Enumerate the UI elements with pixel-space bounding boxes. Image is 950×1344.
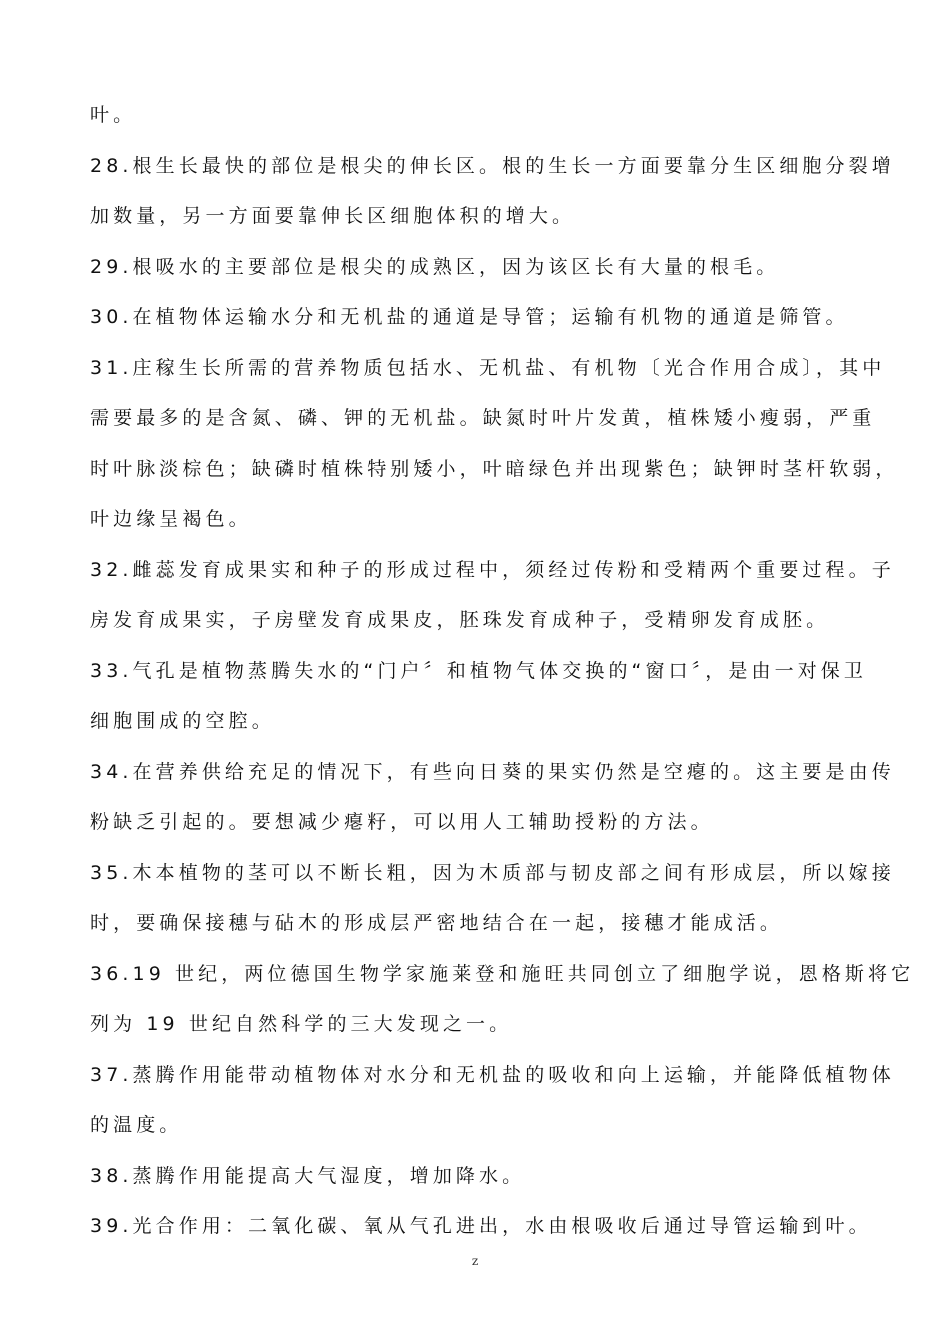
- text-line: 30.在植物体运输水分和无机盐的通道是导管；运输有机物的通道是筛管。: [90, 306, 849, 328]
- text-line: 列为 19 世纪自然科学的三大发现之一。: [90, 1013, 513, 1035]
- text-line: 叶。: [90, 104, 137, 126]
- document-body: [90, 90, 915, 1252]
- text-line: 叶边缘呈褐色。: [90, 508, 252, 530]
- text-line: 33.气孔是植物蒸腾失水的“门户〞和植物气体交换的“窗口〞，是由一对保卫: [90, 659, 868, 682]
- text-line: 35.木本植物的茎可以不断长粗，因为木质部与韧皮部之间有形成层，所以嫁接: [90, 861, 895, 884]
- text-line: 的温度。: [90, 1114, 183, 1136]
- text-line: 36.19 世纪，两位德国生物学家施莱登和施旺共同创立了细胞学说，恩格斯将它: [90, 962, 915, 985]
- text-line: 时叶脉淡棕色；缺磷时植株特别矮小，叶暗绿色并出现紫色；缺钾时茎杆软弱，: [90, 457, 899, 480]
- page-footer: z: [471, 1254, 479, 1268]
- text-line: 31.庄稼生长所需的营养物质包括水、无机盐、有机物〔光合作用合成〕，其中: [90, 356, 886, 379]
- text-line: 时，要确保接穗与砧木的形成层严密地结合在一起，接穗才能成活。: [90, 912, 784, 934]
- text-line: 38.蒸腾作用能提高大气湿度，增加降水。: [90, 1164, 526, 1187]
- text-line: 37.蒸腾作用能带动植物体对水分和无机盐的吸收和向上运输，并能降低植物体: [90, 1063, 895, 1086]
- text-line: 29.根吸水的主要部位是根尖的成熟区，因为该区长有大量的根毛。: [90, 255, 780, 278]
- text-line: 细胞围成的空腔。: [90, 710, 275, 732]
- text-line: 加数量，另一方面要靠伸长区细胞体积的增大。: [90, 205, 576, 227]
- text-line: 28.根生长最快的部位是根尖的伸长区。根的生长一方面要靠分生区细胞分裂增: [90, 154, 895, 177]
- text-line: 32.雌蕊发育成果实和种子的形成过程中，须经过传粉和受精两个重要过程。子: [90, 558, 895, 581]
- text-line: 粉缺乏引起的。要想减少瘪籽，可以用人工辅助授粉的方法。: [90, 811, 714, 833]
- text-line: 39.光合作用：二氧化碳、氧从气孔进出，水由根吸收后通过导管运输到叶。: [90, 1215, 872, 1237]
- text-line: 房发育成果实，子房壁发育成果皮，胚珠发育成种子，受精卵发育成胚。: [90, 609, 830, 631]
- text-line: 需要最多的是含氮、磷、钾的无机盐。缺氮时叶片发黄，植株矮小瘦弱，严重: [90, 407, 876, 429]
- text-line: 34.在营养供给充足的情况下，有些向日葵的果实仍然是空瘪的。这主要是由传: [90, 760, 895, 783]
